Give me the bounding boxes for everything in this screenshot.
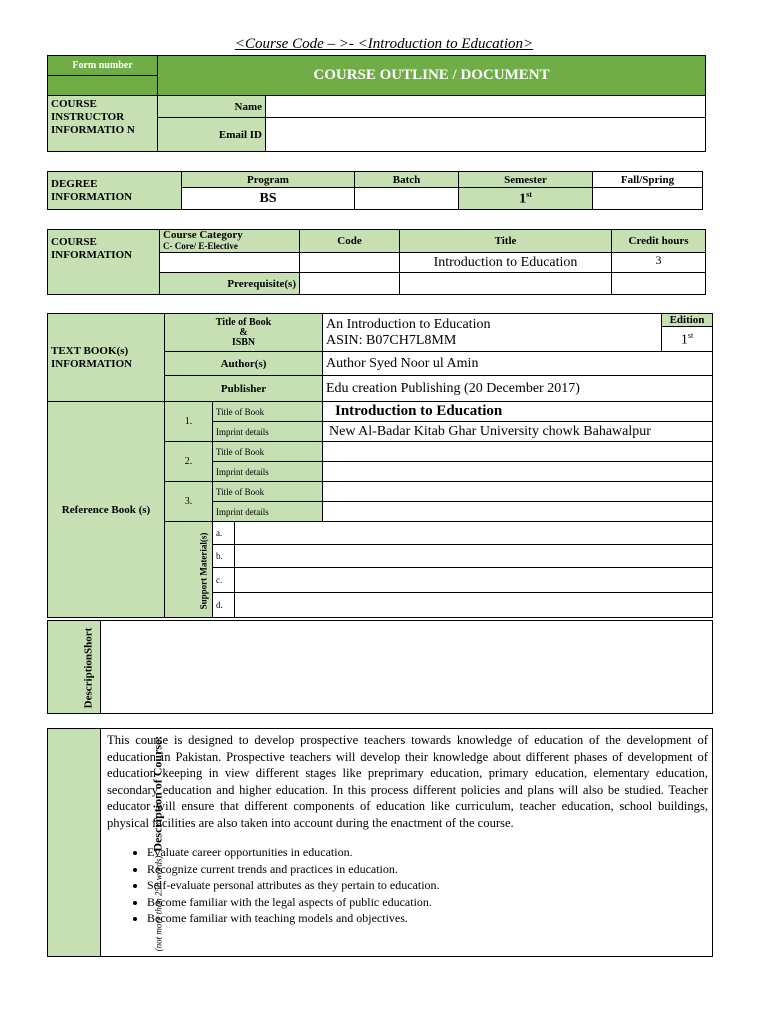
reference-3-number: 3. (165, 482, 213, 522)
reference-2-title-label: Title of Book (213, 442, 323, 462)
support-item-c-value[interactable] (235, 568, 713, 593)
support-item-a-label: a. (213, 522, 235, 545)
course-description-content[interactable] (101, 729, 713, 957)
author-value[interactable]: Author Syed Noor ul Amin (323, 352, 713, 376)
reference-1-number: 1. (165, 402, 213, 442)
instructor-info-label: COURSE INSTRUCTOR INFORMATIO N (48, 96, 158, 152)
program-label: Program (182, 172, 355, 188)
reference-3-imprint-value[interactable] (323, 502, 713, 522)
support-material-label-cell (165, 522, 213, 618)
objective-item: • Self-evaluate personal attributes as they pertain to education. (147, 877, 708, 894)
support-item-c-label: c. (213, 568, 235, 593)
batch-label: Batch (355, 172, 459, 188)
edition-value[interactable]: 1st (680, 331, 694, 348)
form-number-value[interactable] (48, 76, 158, 96)
edition-cell (662, 314, 713, 352)
course-title-value[interactable]: Introduction to Education (400, 253, 612, 273)
support-material-label: Support Material(s) (198, 532, 209, 609)
course-description-heading: Description of Course: (150, 735, 165, 852)
prerequisite-value-3[interactable] (612, 273, 706, 295)
title-isbn-label (165, 314, 323, 352)
course-outline-table (47, 55, 706, 152)
ampersand-label: & (239, 326, 248, 338)
reference-1-title-value[interactable]: Introduction to Education (323, 402, 713, 422)
support-item-b-label: b. (213, 545, 235, 568)
course-category-legend: C- Core/ E-Elective (163, 241, 238, 251)
reference-2-imprint-value[interactable] (323, 462, 713, 482)
textbook-title-value: An Introduction to Education (326, 316, 491, 332)
objective-item: • Become familiar with teaching models and objectives. (147, 910, 708, 927)
prerequisite-label: Prerequisite(s) (160, 273, 300, 295)
program-value[interactable]: BS (182, 188, 355, 210)
support-item-d-label: d. (213, 593, 235, 618)
course-description-label (151, 733, 166, 953)
objective-item: • Recognize current trends and practices in education. (147, 861, 708, 878)
course-outline-heading: COURSE OUTLINE / DOCUMENT (158, 56, 706, 96)
objective-item: • Become familiar with the legal aspects of public education. (147, 894, 708, 911)
short-description-value[interactable] (101, 621, 713, 714)
document-title: <Course Code – >- <Introduction to Education> (234, 36, 534, 52)
course-info-table (47, 229, 706, 295)
form-number-label: Form number (48, 56, 158, 76)
objective-item: • Evaluate career opportunities in education. (147, 844, 708, 861)
degree-info-label: DEGREE INFORMATION (48, 172, 182, 210)
reference-2-imprint-label: Imprint details (213, 462, 323, 482)
short-description-label-cell (48, 621, 101, 714)
reference-3-title-value[interactable] (323, 482, 713, 502)
reference-2-number: 2. (165, 442, 213, 482)
reference-3-title-label: Title of Book (213, 482, 323, 502)
course-category-label: Course Category (163, 229, 243, 241)
publisher-label: Publisher (165, 376, 323, 402)
reference-2-title-value[interactable] (323, 442, 713, 462)
term-label: Fall/Spring (593, 172, 703, 188)
prerequisite-value-1[interactable] (300, 273, 400, 295)
code-label: Code (300, 230, 400, 253)
term-value[interactable] (593, 188, 703, 210)
reference-1-imprint-value[interactable]: New Al-Badar Kitab Ghar University chowk Bahawalpur (323, 422, 713, 442)
textbook-isbn-value: ASIN: B07CH7L8MM (326, 332, 457, 348)
semester-value[interactable]: 1st (459, 188, 593, 210)
reference-book-label: Reference Book (s) (48, 402, 165, 618)
course-category-value[interactable] (160, 253, 300, 273)
degree-info-table (47, 171, 703, 210)
prerequisite-value-2[interactable] (400, 273, 612, 295)
support-item-a-value[interactable] (235, 522, 713, 545)
semester-label: Semester (459, 172, 593, 188)
code-value[interactable] (300, 253, 400, 273)
textbook-info-label: TEXT BOOK(s) INFORMATION (48, 314, 165, 402)
short-description-label: DescriptionShort (82, 627, 95, 709)
support-item-b-value[interactable] (235, 545, 713, 568)
email-label: Email ID (158, 118, 266, 152)
textbook-title-isbn-value[interactable] (323, 314, 662, 352)
title-label: Title (400, 230, 612, 253)
reference-1-imprint-label: Imprint details (213, 422, 323, 442)
edition-label: Edition (662, 314, 712, 327)
support-item-d-value[interactable] (235, 593, 713, 618)
course-description-table (47, 728, 713, 957)
objectives-list (107, 844, 708, 927)
course-category-header (160, 230, 300, 253)
reference-3-imprint-label: Imprint details (213, 502, 323, 522)
course-description-note: (not more than 250 words) (153, 855, 164, 951)
batch-value[interactable] (355, 188, 459, 210)
author-label: Author(s) (165, 352, 323, 376)
name-label: Name (158, 96, 266, 118)
short-description-table (47, 620, 713, 714)
course-info-label: COURSE INFORMATION (48, 230, 160, 295)
course-description-paragraph: This course is designed to develop prospective teachers towards knowledge of education of the development of education in Pakistan. Prospective teachers will develop their knowledge about different phases of development of education keeping in view different stages like preprimary education, primary education, elementary education, secondary education and higher education. In this process different policies and plans will also be studied. Teacher educator will ensure that different components of education like curriculum, teacher education, school buildings, physical facilities are also taken into account during the enactment of the course. (107, 733, 708, 830)
publisher-value[interactable]: Edu creation Publishing (20 December 2017) (323, 376, 713, 402)
credit-hours-label: Credit hours (612, 230, 706, 253)
name-field[interactable] (266, 96, 706, 118)
isbn-label: ISBN (231, 336, 256, 348)
email-field[interactable] (266, 118, 706, 152)
books-table (47, 313, 713, 618)
reference-1-title-label: Title of Book (213, 402, 323, 422)
title-of-book-label: Title of Book (215, 316, 272, 328)
course-description-label-cell (48, 729, 165, 957)
credit-hours-value[interactable]: 3 (612, 253, 706, 273)
